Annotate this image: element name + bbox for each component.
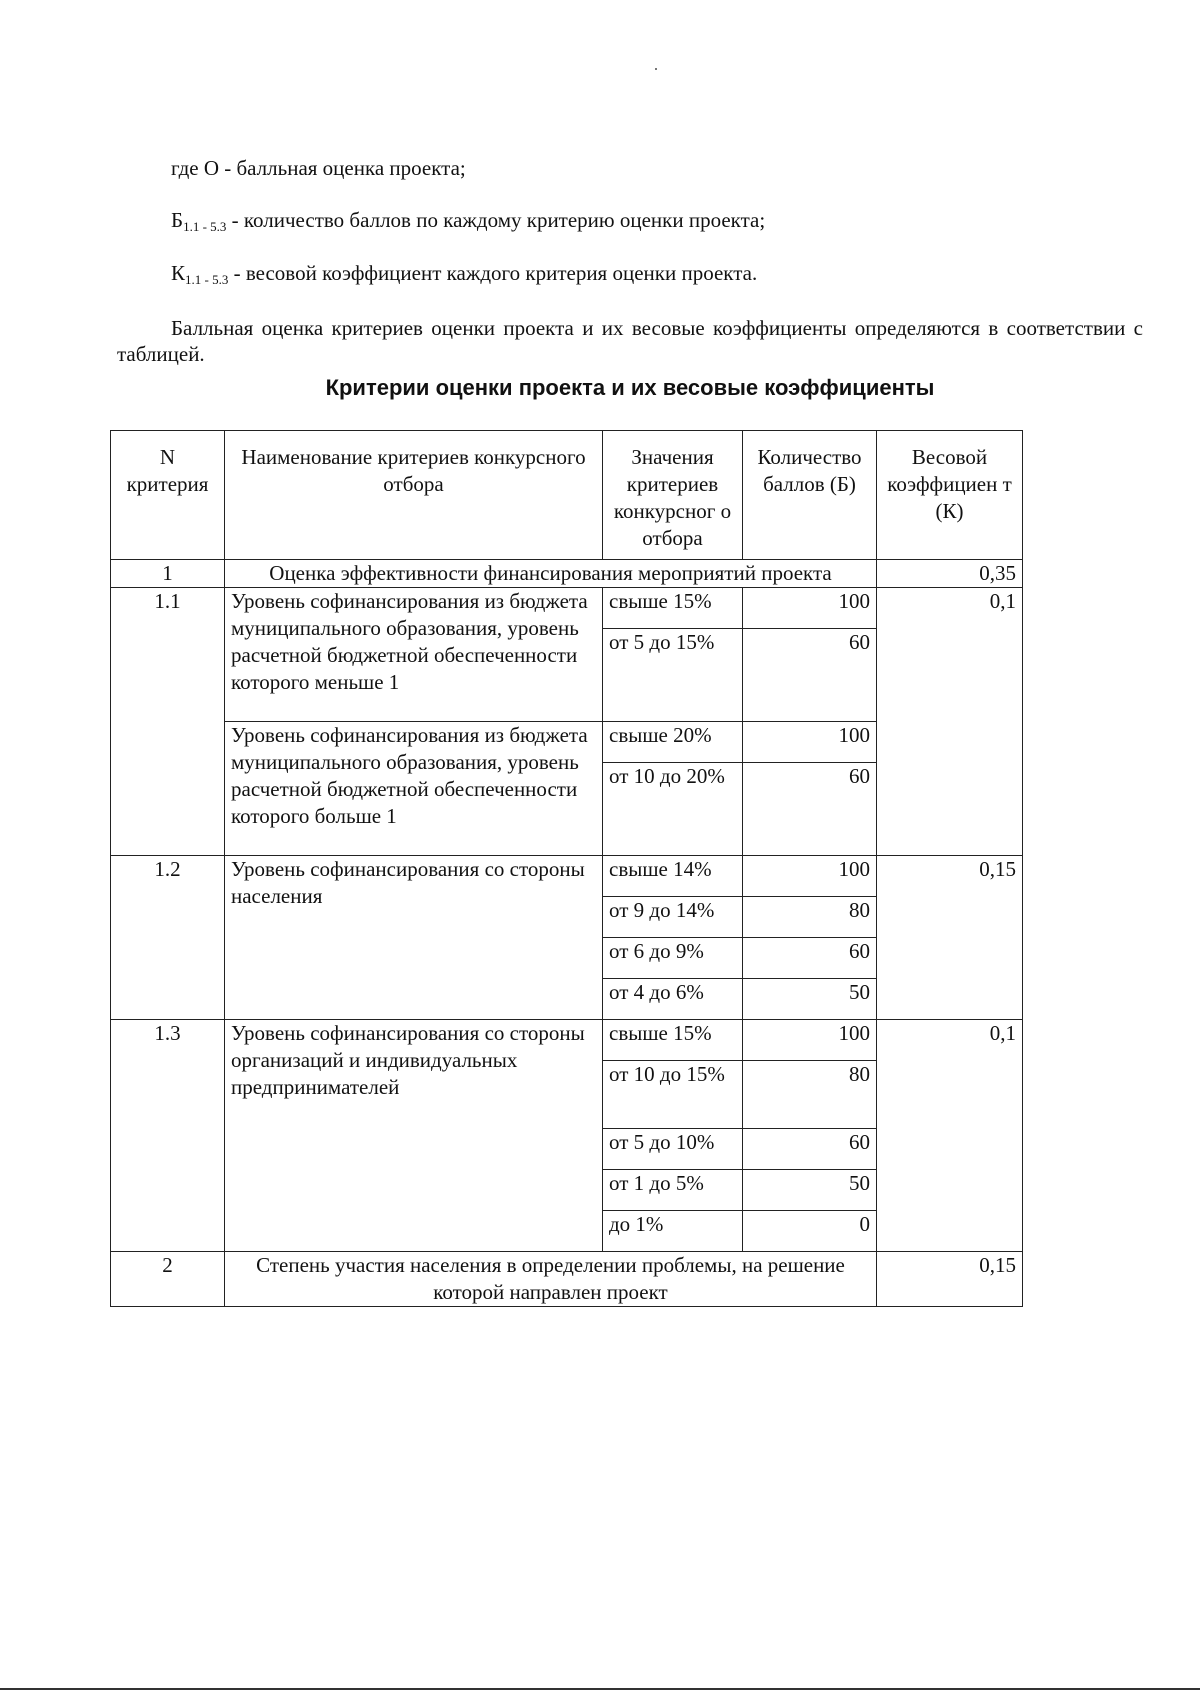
criterion-value: свыше 14% — [603, 856, 743, 897]
criterion-points: 50 — [743, 979, 877, 1020]
criteria-table — [110, 430, 1023, 1307]
criterion-points: 80 — [743, 1061, 877, 1129]
criterion-value: от 10 до 15% — [603, 1061, 743, 1129]
criterion-points: 80 — [743, 897, 877, 938]
criterion-value: от 4 до 6% — [603, 979, 743, 1020]
criterion-points: 60 — [743, 629, 877, 722]
criterion-value: до 1% — [603, 1211, 743, 1252]
header-weight: Весовой коэффициен т (К) — [877, 431, 1023, 560]
criterion-points: 60 — [743, 763, 877, 856]
criterion-weight: 0,15 — [877, 1252, 1023, 1307]
section-row-2 — [111, 1252, 1023, 1307]
scan-edge-line — [0, 1688, 1200, 1690]
criterion-points: 60 — [743, 938, 877, 979]
header-points: Количество баллов (Б) — [743, 431, 877, 560]
header-row — [111, 431, 1023, 560]
criterion-number: 2 — [111, 1252, 225, 1307]
criterion-name: Уровень софинансирования со стороны населения — [225, 856, 603, 1020]
header-name: Наименование критериев конкурсного отбора — [225, 431, 603, 560]
criterion-weight: 0,1 — [877, 1020, 1023, 1252]
criterion-name: Уровень софинансирования из бюджета муниципального образования, уровень расчетной бюджетной обеспеченности которого меньше 1 — [225, 588, 603, 722]
criterion-weight: 0,15 — [877, 856, 1023, 1020]
criterion-points: 50 — [743, 1170, 877, 1211]
table-intro-paragraph: Балльная оценка критериев оценки проекта и их весовые коэффициенты определяются в соответствии с таблицей. — [117, 316, 1143, 366]
var-k-desc: - весовой коэффициент каждого критерия оценки проекта. — [228, 261, 758, 285]
criterion-value: от 6 до 9% — [603, 938, 743, 979]
criterion-value: от 5 до 15% — [603, 629, 743, 722]
criterion-points: 100 — [743, 722, 877, 763]
criterion-value: от 5 до 10% — [603, 1129, 743, 1170]
criterion-value: от 1 до 5% — [603, 1170, 743, 1211]
criterion-name: Уровень софинансирования из бюджета муниципального образования, уровень расчетной бюджетной обеспеченности которого больше 1 — [225, 722, 603, 856]
criterion-points: 60 — [743, 1129, 877, 1170]
var-b-subscript: 1.1 - 5.3 — [183, 219, 227, 234]
table-row — [111, 856, 1023, 897]
criterion-number: 1.1 — [111, 588, 225, 856]
var-k-letter: К — [171, 261, 186, 285]
criterion-points: 100 — [743, 1020, 877, 1061]
criterion-name: Степень участия населения в определении проблемы, на решение которой направлен проект — [225, 1252, 877, 1307]
criterion-name: Уровень софинансирования со стороны организаций и индивидуальных предпринимателей — [225, 1020, 603, 1252]
criterion-number: 1.3 — [111, 1020, 225, 1252]
criterion-points: 100 — [743, 856, 877, 897]
criterion-value: свыше 15% — [603, 588, 743, 629]
header-number: N критерия — [111, 431, 225, 560]
criterion-value: свыше 15% — [603, 1020, 743, 1061]
table-row — [111, 588, 1023, 629]
section-row-1 — [111, 560, 1023, 588]
criterion-number: 1 — [111, 560, 225, 588]
var-b-desc: - количество баллов по каждому критерию оценки проекта; — [226, 208, 766, 232]
var-b-letter: Б — [171, 208, 184, 232]
definition-k — [171, 260, 757, 293]
criterion-value: свыше 20% — [603, 722, 743, 763]
definition-b — [171, 207, 765, 240]
criterion-name: Оценка эффективности финансирования мероприятий проекта — [225, 560, 877, 588]
criterion-weight: 0,1 — [877, 588, 1023, 856]
definition-o: где О - балльная оценка проекта; — [171, 156, 466, 180]
criterion-number: 1.2 — [111, 856, 225, 1020]
criterion-value: от 9 до 14% — [603, 897, 743, 938]
criterion-points: 0 — [743, 1211, 877, 1252]
criterion-points: 100 — [743, 588, 877, 629]
criterion-weight: 0,35 — [877, 560, 1023, 588]
table-row — [111, 1020, 1023, 1061]
table-title: Критерии оценки проекта и их весовые коэффициенты — [325, 375, 935, 400]
criterion-value: от 10 до 20% — [603, 763, 743, 856]
var-k-subscript: 1.1 - 5.3 — [185, 272, 229, 287]
scan-dot — [655, 68, 657, 70]
header-values: Значения критериев конкурсног о отбора — [603, 431, 743, 560]
